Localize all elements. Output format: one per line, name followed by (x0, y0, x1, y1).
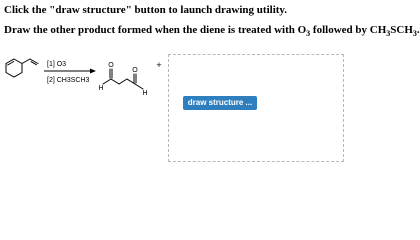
aldehyde-h-right: H (142, 90, 148, 97)
oxygen-label-right: O (132, 67, 138, 74)
reaction-scheme (0, 52, 168, 104)
instruction-line-2-mid2: SCH (390, 24, 413, 36)
reaction-arrow-icon (44, 69, 96, 74)
instruction-o3-subscript: 3 (306, 29, 311, 39)
instruction-line-2-prefix: Draw the other product formed when the diene is treated with O (4, 24, 307, 36)
diene-structure-icon (6, 59, 38, 77)
aldehyde-h-left: H (98, 85, 104, 92)
instruction-sch3-subscript: 3 (412, 29, 417, 39)
instruction-line-1: Click the "draw structure" button to launch drawing utility. (4, 4, 288, 16)
reagent-step-1: [1] O3 (47, 61, 67, 68)
answer-drawing-area[interactable] (168, 54, 344, 162)
instruction-line-2-mid: followed by CH (310, 24, 387, 36)
instruction-ch3-subscript: 3 (386, 29, 391, 39)
instruction-line-2 (4, 23, 420, 37)
draw-structure-button[interactable]: draw structure ... (183, 96, 257, 110)
oxygen-label-left: O (108, 62, 114, 69)
instruction-line-2-suffix: . (416, 24, 420, 36)
reagent-step-2: [2] CH3SCH3 (47, 77, 90, 84)
plus-sign: + (156, 60, 162, 70)
dialdehyde-structure-icon (98, 62, 147, 97)
